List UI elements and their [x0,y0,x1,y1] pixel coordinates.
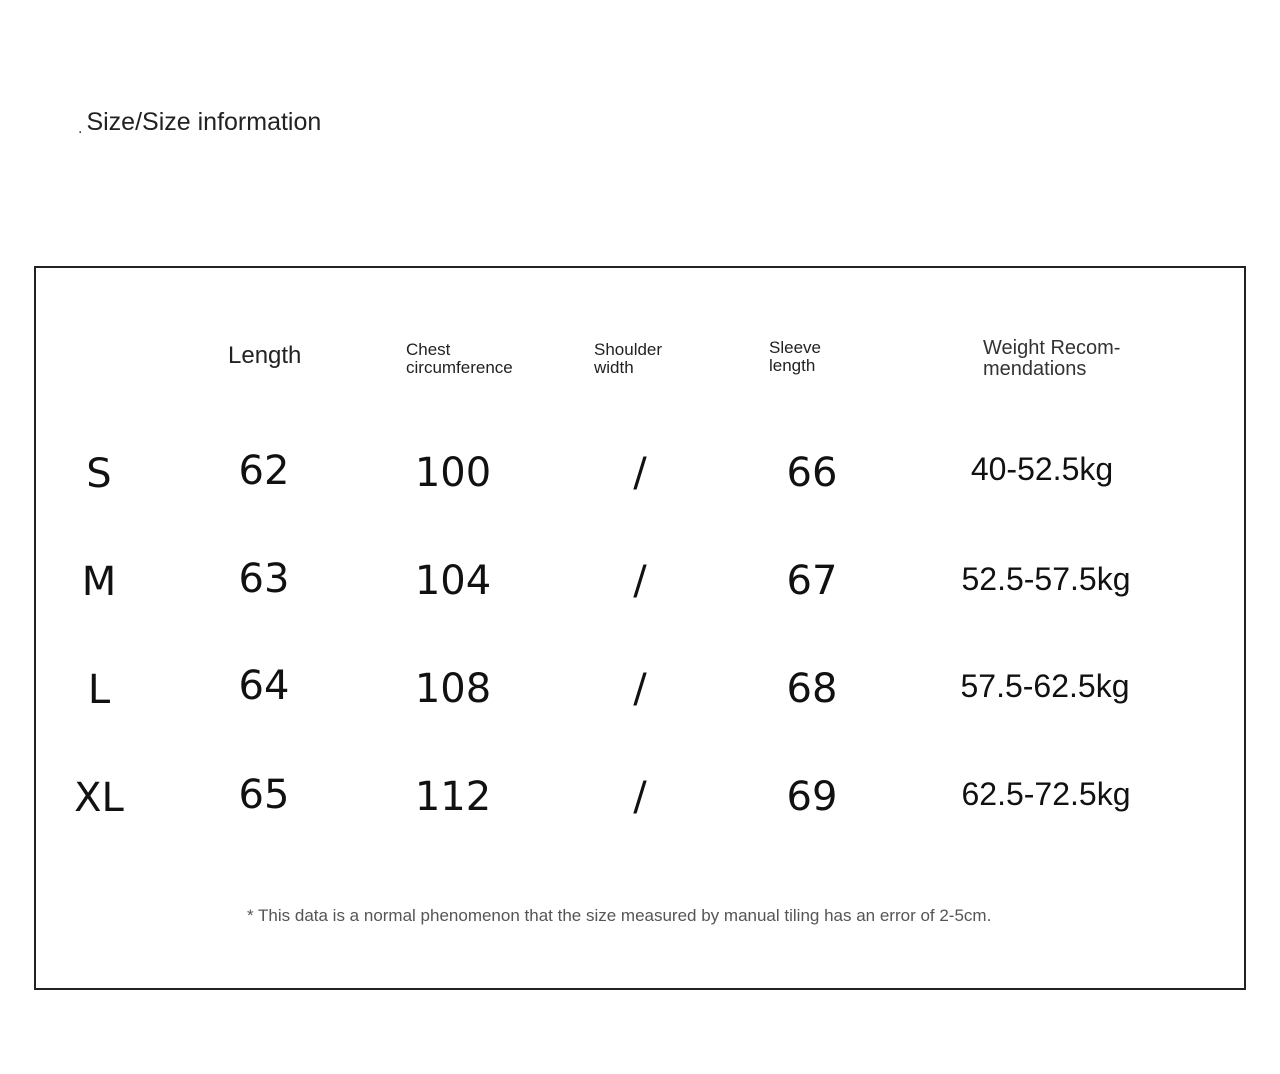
measurement-footnote: * This data is a normal phenomenon that the size measured by manual tiling has an error of 2-5cm. [247,906,992,925]
table-cell-weight: 40-52.5kg [970,451,1114,487]
table-cell-weight: 62.5-72.5kg [961,776,1131,812]
column-header-chest-line2: circumference [406,357,513,377]
column-header-shoulder-line2: width [594,357,634,377]
column-header-sleeve [769,339,821,375]
table-cell-size: XL [74,775,124,821]
table-cell-sleeve: 69 [786,774,838,820]
table-cell-sleeve: 67 [786,558,838,604]
table-cell-shoulder: / [633,774,647,820]
table-cell-shoulder: / [633,558,647,604]
column-header-shoulder-line1: Shoulder [594,340,663,359]
table-cell-chest: 112 [414,774,492,820]
column-header-sleeve-line1: Sleeve [769,338,821,357]
table-cell-length: 65 [238,772,290,818]
table-cell-size: L [87,667,111,713]
table-cell-sleeve: 66 [786,450,838,496]
table-cell-shoulder: / [633,450,647,496]
table-cell-chest: 104 [414,558,492,604]
table-cell-shoulder: / [633,666,647,712]
column-header-length: Length [228,342,302,369]
title-bullet-mark: . [78,120,83,137]
column-header-weight-line2: mendations [983,358,1087,380]
table-cell-chest: 100 [414,450,492,496]
page-title-area [78,110,321,135]
table-cell-chest: 108 [414,666,492,712]
table-cell-length: 64 [238,663,290,709]
table-cell-length: 63 [238,556,290,602]
table-cell-weight: 52.5-57.5kg [961,561,1131,597]
table-cell-size: S [86,451,112,497]
table-cell-length: 62 [238,448,290,494]
column-header-chest-line1: Chest [406,340,451,359]
table-cell-sleeve: 68 [786,666,838,712]
table-cell-size: M [81,559,117,605]
column-header-weight [983,338,1120,380]
column-header-shoulder [594,341,662,377]
page-title: Size/Size information [86,108,322,136]
column-header-sleeve-line2: length [769,355,816,375]
table-cell-weight: 57.5-62.5kg [960,668,1130,704]
column-header-weight-line1: Weight Recom- [983,337,1121,359]
column-header-chest [406,340,513,377]
